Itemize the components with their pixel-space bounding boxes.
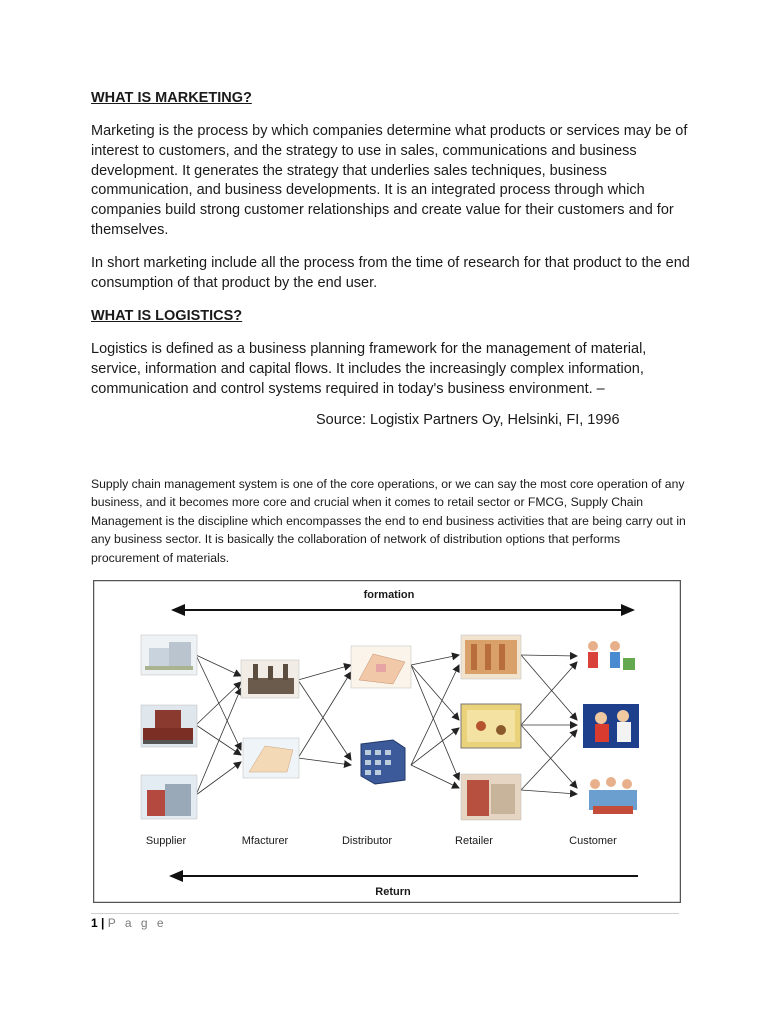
stage-label-manufacturer: Mfacturer	[241, 835, 289, 847]
manufacturer-image-1	[241, 660, 299, 698]
supplier-image-2	[141, 705, 197, 747]
retailer-image-1	[461, 635, 521, 679]
supply-chain-diagram	[93, 580, 681, 903]
marketing-summary-paragraph: In short marketing include all the process from the time of research for that product to the end consumption of that product by the end user.	[91, 255, 690, 291]
logistics-heading: WHAT IS LOGISTICS?	[91, 308, 243, 324]
footer-divider	[91, 913, 679, 914]
logistics-source: Source: Logistix Partners Oy, Helsinki, FI, 1996	[316, 412, 620, 428]
logistics-paragraph: Logistics is defined as a business planning framework for the management of material, service, information and capital flows. It includes the increasingly complex information, communication and control systems required in today's business environment. –	[91, 341, 647, 397]
stage-label-distributor: Distributor	[341, 835, 393, 847]
customer-image-1	[580, 635, 638, 677]
information-label: formation	[363, 589, 415, 601]
customer-image-3	[583, 772, 641, 818]
page-label: P a g e	[107, 916, 167, 930]
supplier-image-3	[141, 775, 197, 819]
page-footer	[91, 916, 167, 930]
distributor-image-1	[351, 646, 411, 688]
supply-chain-paragraph: Supply chain management system is one of the core operations, or we can say the most core operation of any business, and it becomes more core and crucial when it comes to retail sector or FMCG, Supply Chain Management is the discipline which encompasses the end to end business activities that are being carry out in any business sector. It is basically the collaboration of network of distribution options that performs procurement of materials.	[91, 477, 686, 565]
retailer-image-3	[461, 774, 521, 820]
marketing-heading: WHAT IS MARKETING?	[91, 90, 252, 106]
stage-label-supplier: Supplier	[145, 835, 187, 847]
return-label: Return	[375, 886, 411, 898]
footer-separator: |	[101, 916, 105, 930]
stage-label-retailer: Retailer	[455, 835, 493, 847]
stage-label-customer: Customer	[569, 835, 617, 847]
manufacturer-image-2	[243, 738, 299, 778]
marketing-paragraph: Marketing is the process by which companies determine what products or services may be of interest to customers, and the strategy to use in sales, communications and business development. It generates the strategy that underlies sales techniques, business communication, and business developments. It is an integrated process through which companies build strong customer relationships and create value for their customers and for themselves.	[91, 123, 688, 238]
page-number: 1	[91, 916, 98, 930]
retailer-image-2	[461, 704, 521, 748]
supplier-image-1	[141, 635, 197, 675]
customer-image-2	[583, 704, 639, 748]
distributor-image-2	[355, 738, 407, 784]
